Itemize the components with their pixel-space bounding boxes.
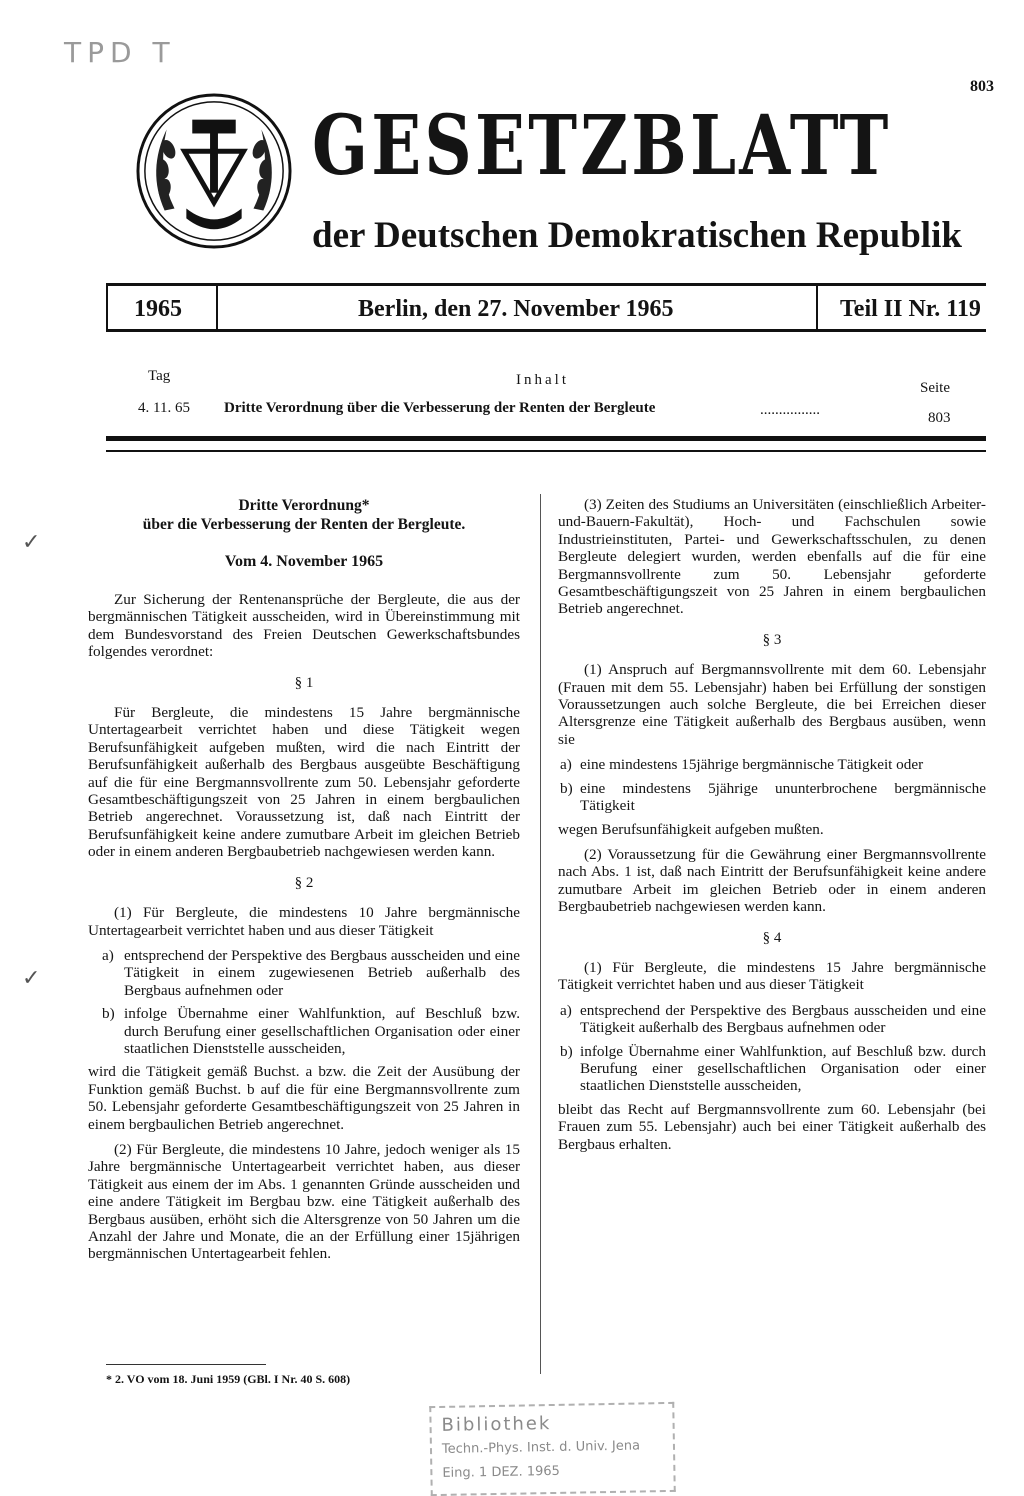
- masthead-subtitle: der Deutschen Demokratischen Republik: [312, 215, 962, 256]
- masthead-title: GESETZBLATT: [312, 98, 892, 194]
- stamp-line: Eing. 1 DEZ. 1965: [442, 1463, 560, 1481]
- list-item-label: a): [560, 1001, 572, 1019]
- section-2-para-1: (1) Für Bergleute, die mindestens 10 Jahre bergmännische Untertagearbeit verrichtet haben und aus dieser Tätigkeit: [88, 904, 520, 939]
- page-number: 803: [970, 78, 994, 95]
- list-item-label: b): [560, 1042, 573, 1060]
- handwritten-note: TPD T: [64, 36, 176, 69]
- list-item-text: entsprechend der Perspektive des Bergbaus ausscheiden und eine Tätigkeit in einem zugewiesenen Betrieb außerhalb des Bergbaus aufnehmen oder: [124, 946, 520, 999]
- section-3-para-2: (2) Voraussetzung für die Gewährung einer Bergmannsvollrente nach Abs. 1 ist, daß nach Eintritt der Berufsunfähigkeit keine andere zumutbare Arbeit im gleichen Betrieb oder in einem anderen Bergbaubetrieb nachgewiesen werden kann.: [558, 845, 986, 916]
- header-rule-bottom: [106, 329, 986, 332]
- issue-part-number: Teil II Nr. 119: [840, 296, 981, 322]
- decree-heading: Dritte Verordnung*: [238, 497, 370, 514]
- margin-check-mark: ✓: [22, 966, 41, 991]
- header-divider: [216, 286, 218, 330]
- contents-entry-page: 803: [928, 410, 951, 426]
- list-item-text: infolge Übernahme einer Wahlfunktion, auf Beschluß bzw. durch Berufung einer gesellschaftlichen Organisation oder einer staatlichen Dienststelle ausscheiden,: [124, 1005, 520, 1057]
- contents-heading: Inhalt: [516, 372, 569, 388]
- list-item: [558, 1043, 986, 1095]
- stamp-line: Techn.-Phys. Inst. d. Univ. Jena: [441, 1438, 641, 1457]
- footnote-rule: [106, 1364, 266, 1365]
- contents-entry-title: Dritte Verordnung über die Verbesserung der Renten der Bergleute: [224, 400, 656, 416]
- footnote: * 2. VO vom 18. Juni 1959 (GBl. I Nr. 40 S. 608): [106, 1372, 351, 1386]
- section-3-para-1-end: wegen Berufsunfähigkeit aufgeben mußten.: [558, 820, 824, 838]
- contents-entry-date: 4. 11. 65: [138, 400, 190, 416]
- list-item-text: eine mindestens 5jährige ununterbrochene bergmännische Tätigkeit: [580, 779, 986, 815]
- section-rule-thin: [106, 450, 986, 452]
- list-item-text: entsprechend der Perspektive des Bergbaus ausscheiden und eine Tätigkeit außerhalb des Bergbaus aufnehmen oder: [580, 1001, 986, 1037]
- contents-entry-leader: ................: [760, 402, 820, 418]
- section-label: § 3: [762, 631, 782, 648]
- list-item-text: eine mindestens 15jährige bergmännische Tätigkeit oder: [580, 756, 924, 774]
- list-item-label: a): [102, 946, 114, 964]
- section-2-para-3: (3) Zeiten des Studiums an Universitäten (einschließlich Arbeiter-und-Bauern-Fakultät), Hoch- und Fachschulen sowie Industrieinstituten, Partei- und Gewerkschaftsschulen, zu denen Bergleute delegiert wurden, werden ebenfalls auf die für eine Bergmannsvollrente zum 50. Lebensjahr geforderte Gesamtbeschäftigungszeit von 25 Jahren in einem bergbaulichen Betrieb angerechnet.: [558, 496, 986, 618]
- margin-check-mark: ✓: [22, 530, 41, 555]
- section-3-para-1: (1) Anspruch auf Bergmannsvollrente mit dem 60. Lebensjahr (Frauen mit dem 55. Lebensjahr) haben bei Erfüllung der sonstigen Voraussetzungen auch solche Bergleute, die bei Erreichen dieser Altersgrenze eine Tätigkeit außerhalb des Bergbaus ausüben, wenn sie: [558, 661, 986, 748]
- section-2-para-1-end: wird die Tätigkeit gemäß Buchst. a bzw. die Zeit der Ausübung der Funktion gemäß Buchst. b auf die für eine Bergmannsvollrente zum 50. Lebensjahr geforderte Gesamtbeschäftigungszeit von 25 Jahren in einem bergbaulichen Betrieb angerechnet.: [88, 1063, 520, 1133]
- issue-year: 1965: [134, 296, 182, 322]
- list-item: [88, 947, 520, 999]
- list-item-label: b): [102, 1005, 115, 1023]
- header-divider: [106, 286, 108, 330]
- section-label: § 4: [762, 929, 782, 946]
- contents-col-day: Tag: [148, 368, 171, 384]
- list-item: [88, 1005, 520, 1057]
- ddr-emblem-icon: [135, 92, 293, 250]
- section-label: § 2: [294, 874, 314, 891]
- section-4-para-1: (1) Für Bergleute, die mindestens 15 Jahre bergmännische Tätigkeit verrichtet haben und aus dieser Tätigkeit: [558, 958, 986, 994]
- section-1-text: Für Bergleute, die mindestens 15 Jahre bergmännische Untertagearbeit verrichtet haben und diese Tätigkeit wegen Berufsunfähigkeit aufgeben mußten, wird die nach Eintritt der Berufsunfähigkeit außerhalb des Bergbaus ausgeübte Beschäftigung auf die für eine Bergmannsvollrente zum 50. Lebensjahr geforderte Gesamtbeschäftigungszeit von 25 Jahren in einem bergbaulichen Betrieb angerechnet. Voraussetzung ist, daß nach Eintritt der Berufsunfähigkeit keine andere zumutbare Arbeit im gleichen Betrieb oder in einem anderen Bergbaubetrieb nachgewiesen werden kann.: [88, 704, 520, 861]
- decree-date: Vom 4. November 1965: [224, 553, 384, 570]
- list-item: [558, 756, 986, 773]
- section-label: § 1: [294, 674, 314, 691]
- list-item: [558, 780, 986, 815]
- left-column: [88, 496, 520, 1263]
- section-rule-thick: [106, 436, 986, 441]
- section-4-para-1-end: bleibt das Recht auf Bergmannsvollrente zum 60. Lebensjahr (bei Frauen zum 55. Lebensjahr) auch bei einer Tätigkeit außerhalb des Bergbaus erhalten.: [558, 1100, 986, 1153]
- decree-preamble: Zur Sicherung der Rentenansprüche der Bergleute, die aus der bergmännischen Tätigkeit ausscheiden, wird in Übereinstimmung mit dem Bundesvorstand des Freien Deutschen Gewerkschaftsbundes folgendes verordnet:: [88, 591, 520, 661]
- column-divider: [540, 494, 541, 1374]
- contents-col-page: Seite: [920, 380, 950, 396]
- library-stamp: [429, 1402, 676, 1496]
- right-column: [558, 496, 986, 1161]
- header-rule-top: [106, 283, 986, 286]
- stamp-line: Bibliothek: [441, 1413, 552, 1436]
- list-item-text: infolge Übernahme einer Wahlfunktion, auf Beschluß bzw. durch Berufung einer gesellschaftlichen Organisation oder einer staatlichen Dienststelle ausscheiden,: [580, 1042, 986, 1095]
- list-item-label: b): [560, 779, 573, 797]
- section-2-para-2: (2) Für Bergleute, die mindestens 10 Jahre, jedoch weniger als 15 Jahre bergmännische Untertagearbeit verrichtet haben, aus dieser Tätigkeit aus einem der im Abs. 1 genannten Gründe ausscheiden und eine andere Tätigkeit im Bergbau bzw. eine Tätigkeit außerhalb des Bergbaus ausüben, erhöht sich die Altersgrenze von 50 Jahren um die Anzahl der Jahre und Monate, die an der Erfüllung einer 15jährigen bergmännischen Untertagearbeit fehlen.: [88, 1140, 520, 1263]
- header-divider: [816, 286, 818, 330]
- list-item: [558, 1002, 986, 1037]
- decree-heading-sub: über die Verbesserung der Renten der Bergleute.: [142, 516, 466, 533]
- issue-place-date: Berlin, den 27. November 1965: [358, 296, 674, 322]
- list-item-label: a): [560, 756, 572, 774]
